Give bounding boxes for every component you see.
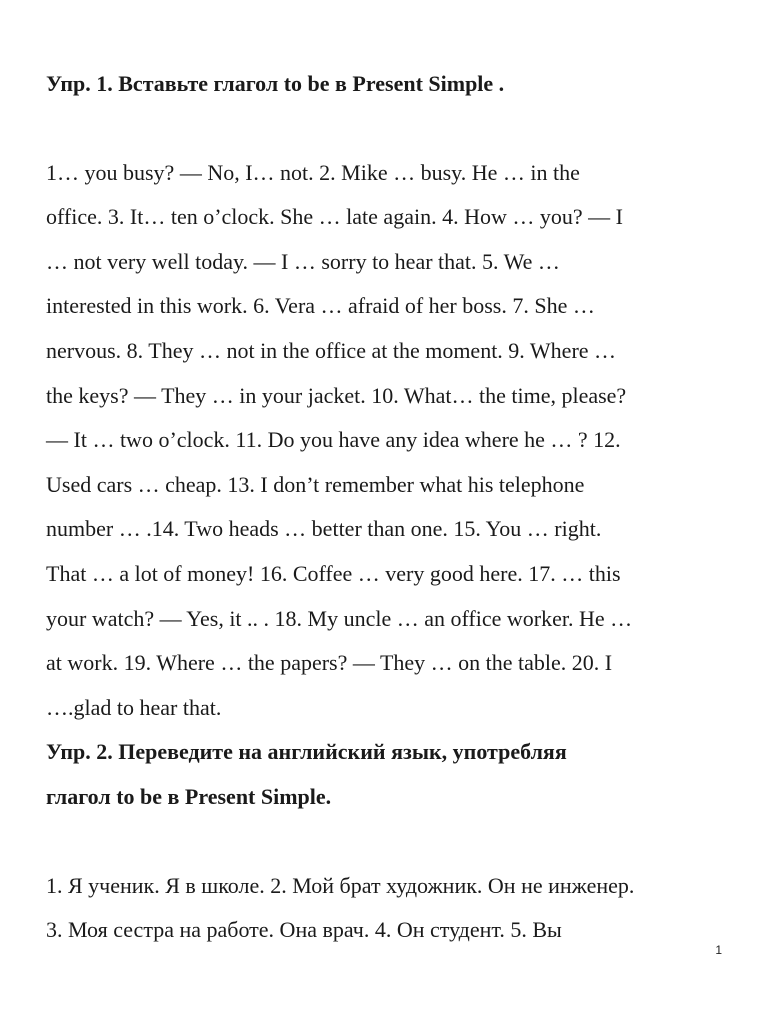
exercise-2-title-line: Упр. 2. Переведите на английский язык, употребляя <box>46 739 567 765</box>
exercise-1-text <box>46 151 736 731</box>
exercise-2-line: 3. Моя сестра на работе. Она врач. 4. Он студент. 5. Вы <box>46 917 562 943</box>
exercise-1-line: … not very well today. — I … sorry to hear that. 5. We … <box>46 248 560 274</box>
exercise-1-line: — It … two o’clock. 11. Do you have any idea where he … ? 12. <box>46 427 621 453</box>
exercise-1-line: That … a lot of money! 16. Coffee … very good here. 17. … this <box>46 560 621 586</box>
exercise-1-line: at work. 19. Where … the papers? — They … on the table. 20. I <box>46 650 613 676</box>
exercise-1-line: the keys? — They … in your jacket. 10. What… the time, please? <box>46 382 627 408</box>
exercise-2-title-line: глагол to be в Present Simple. <box>46 783 332 809</box>
exercise-2-text <box>46 864 736 953</box>
exercise-1-line: number … .14. Two heads … better than one. 15. You … right. <box>46 516 602 542</box>
exercise-1-line: ….glad to hear that. <box>46 694 222 720</box>
exercise-1-line: your watch? — Yes, it .. . 18. My uncle … an office worker. He … <box>46 605 633 631</box>
exercise-2-title <box>46 730 736 819</box>
exercise-1-line: 1… you busy? — No, I… not. 2. Mike … busy. He … in the <box>46 159 580 185</box>
exercise-1-line: office. 3. It… ten o’clock. She … late again. 4. How … you? — I <box>46 204 623 230</box>
exercise-1-title: Упр. 1. Вставьте глагол to be в Present Simple . <box>46 71 505 96</box>
document-page <box>46 62 736 953</box>
exercise-1-line: interested in this work. 6. Vera … afraid of her boss. 7. She … <box>46 293 595 319</box>
exercise-1-line: nervous. 8. They … not in the office at the moment. 9. Where … <box>46 337 617 363</box>
exercise-1-line: Used cars … cheap. 13. I don’t remember what his telephone <box>46 471 585 497</box>
page-number: 1 <box>715 943 722 957</box>
spacer <box>46 820 736 864</box>
exercise-2-line: 1. Я ученик. Я в школе. 2. Мой брат художник. Он не инженер. <box>46 872 635 898</box>
spacer <box>46 107 736 151</box>
